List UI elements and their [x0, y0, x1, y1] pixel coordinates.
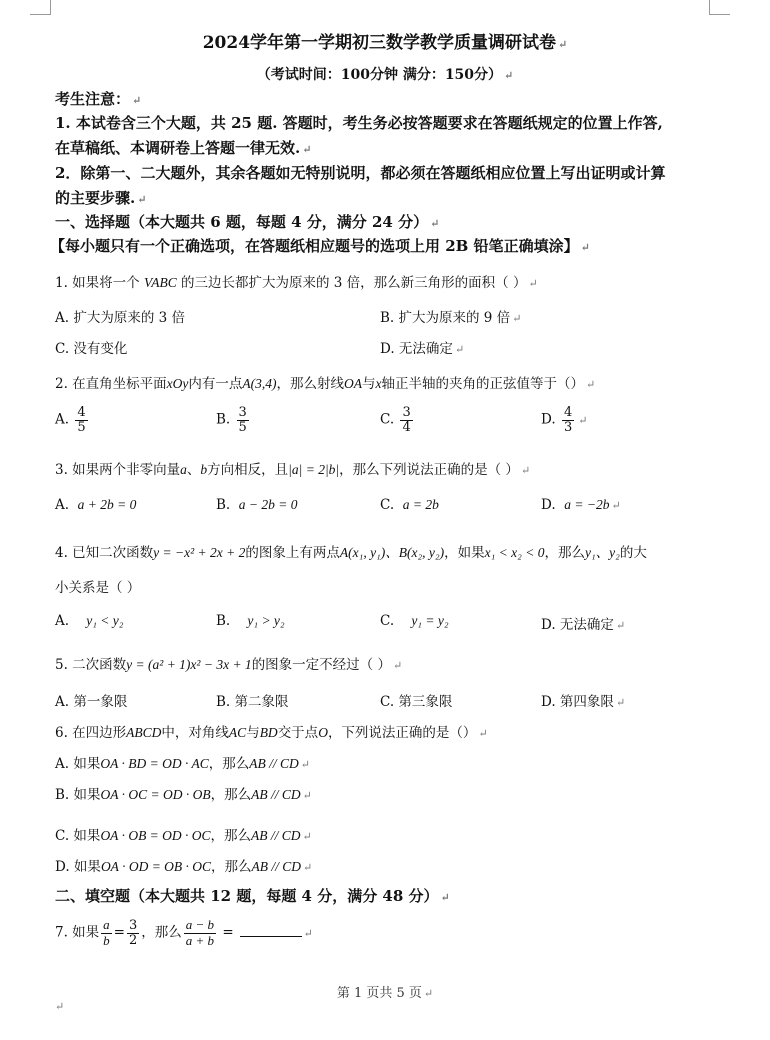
q3-option-d: D. a = −2b ↵ [541, 497, 621, 513]
q6-option-c: C. 如果OA · OB = OD · OC，那么AB // CD ↵ [55, 828, 312, 844]
question-5: 5. 二次函数y = (a² + 1)x² − 3x + 1的图象一定不经过（ ） ↵ [55, 657, 403, 673]
q5-option-d: D. 第四象限 ↵ [541, 694, 626, 710]
q2-option-d: D. $\frac{4}{3}$ ↵ [541, 405, 588, 435]
q2-option-a: A. $\frac{4}{5}$ [55, 405, 86, 435]
q2-option-c: C. $\frac{3}{4}$ [380, 405, 411, 435]
q2-option-b: B. $\frac{3}{5}$ [216, 405, 247, 435]
question-4-line-2: 小关系是（ ） [55, 580, 141, 596]
crop-mark-top-right [709, 0, 730, 15]
page-footer: 第 1 页共 5 页 ↵ [336, 986, 434, 1001]
question-3: 3. 如果两个非零向量a、b方向相反，且|a| = 2|b|，那么下列说法正确的是（ ） ↵ [55, 462, 531, 478]
section-1-heading: 一、选择题（本大题共 6 题，每题 4 分，满分 24 分） ↵ [55, 213, 440, 231]
q3-option-a: A. a + 2b = 0 [55, 497, 137, 513]
question-7: 7. 如果 $\frac{a}{b}$ = $\frac{3}{2}$ ，那么 $\frac{a - b}{a + b}$ = ↵ [55, 917, 313, 948]
q1-option-d: D. 无法确定 ↵ [380, 341, 465, 357]
q6-option-d: D. 如果OA · OD = OB · OC，那么AB // CD ↵ [55, 859, 313, 875]
section-1-instruction: 【每小题只有一个正确选项，在答题纸相应题号的选项上用 2B 铅笔正确填涂】 ↵ [50, 237, 590, 255]
q1-option-a: A. 扩大为原来的 3 倍 [55, 310, 186, 326]
section-2-heading: 二、填空题（本大题共 12 题，每题 4 分，满分 48 分） ↵ [55, 887, 450, 905]
q5-option-c: C. 第三象限 [380, 694, 453, 710]
question-6: 6. 在四边形ABCD中，对角线AC与BD交于点O，下列说法正确的是（） ↵ [55, 725, 488, 741]
q4-option-b: B. y₁ > y₂ [216, 613, 285, 629]
notice-2-line-2: 的主要步骤. ↵ [55, 189, 147, 207]
question-4-line-1: 4. 已知二次函数y = −x² + 2x + 2的图象上有两点A(x₁, y₁)、B(x₂, y₂)，如果x₁ < x₂ < 0，那么y₁、y₂的大 [55, 545, 647, 561]
q6-option-a: A. 如果OA · BD = OD · AC，那么AB // CD ↵ [55, 756, 310, 772]
exam-info: （考试时间：100分钟 满分：150分） ↵ [256, 67, 514, 83]
q1-option-c: C. 没有变化 [55, 341, 128, 357]
q3-option-b: B. a − 2b = 0 [216, 497, 298, 513]
q6-option-b: B. 如果OA · OC = OD · OB，那么AB // CD ↵ [55, 787, 312, 803]
notice-heading: 考生注意： ↵ [55, 90, 142, 108]
q4-option-d: D. 无法确定 ↵ [541, 617, 626, 633]
triangle-symbol: VABC [143, 275, 177, 290]
crop-mark-top-left [30, 0, 51, 15]
notice-1-line-1: 1. 本试卷含三个大题，共 25 题. 答题时，考生务必按答题要求在答题纸规定的位置上作答, [55, 114, 663, 132]
question-1: 1. 如果将一个 VABC 的三边长都扩大为原来的 3 倍，那么新三角形的面积（ ） ↵ [55, 275, 538, 291]
paragraph-mark: ↵ [55, 1000, 65, 1013]
q1-option-b: B. 扩大为原来的 9 倍 ↵ [380, 310, 522, 326]
notice-1-line-2: 在草稿纸、本调研卷上答题一律无效. ↵ [55, 139, 312, 157]
q5-option-b: B. 第二象限 [216, 694, 289, 710]
answer-blank [240, 924, 302, 937]
q5-option-a: A. 第一象限 [55, 694, 128, 710]
q3-option-c: C. a = 2b [380, 497, 439, 513]
q4-option-a: A. y₁ < y₂ [55, 613, 124, 629]
question-2: 2. 在直角坐标平面xOy内有一点A(3,4)，那么射线OA与x轴正半轴的夹角的正弦值等于（） ↵ [55, 376, 596, 392]
page-title: 2024学年第一学期初三数学教学质量调研试卷 ↵ [202, 33, 568, 53]
q4-option-c: C. y₁ = y₂ [380, 613, 449, 629]
notice-2-line-1: 2．除第一、二大题外，其余各题如无特别说明，都必须在答题纸相应位置上写出证明或计算 [55, 164, 666, 182]
